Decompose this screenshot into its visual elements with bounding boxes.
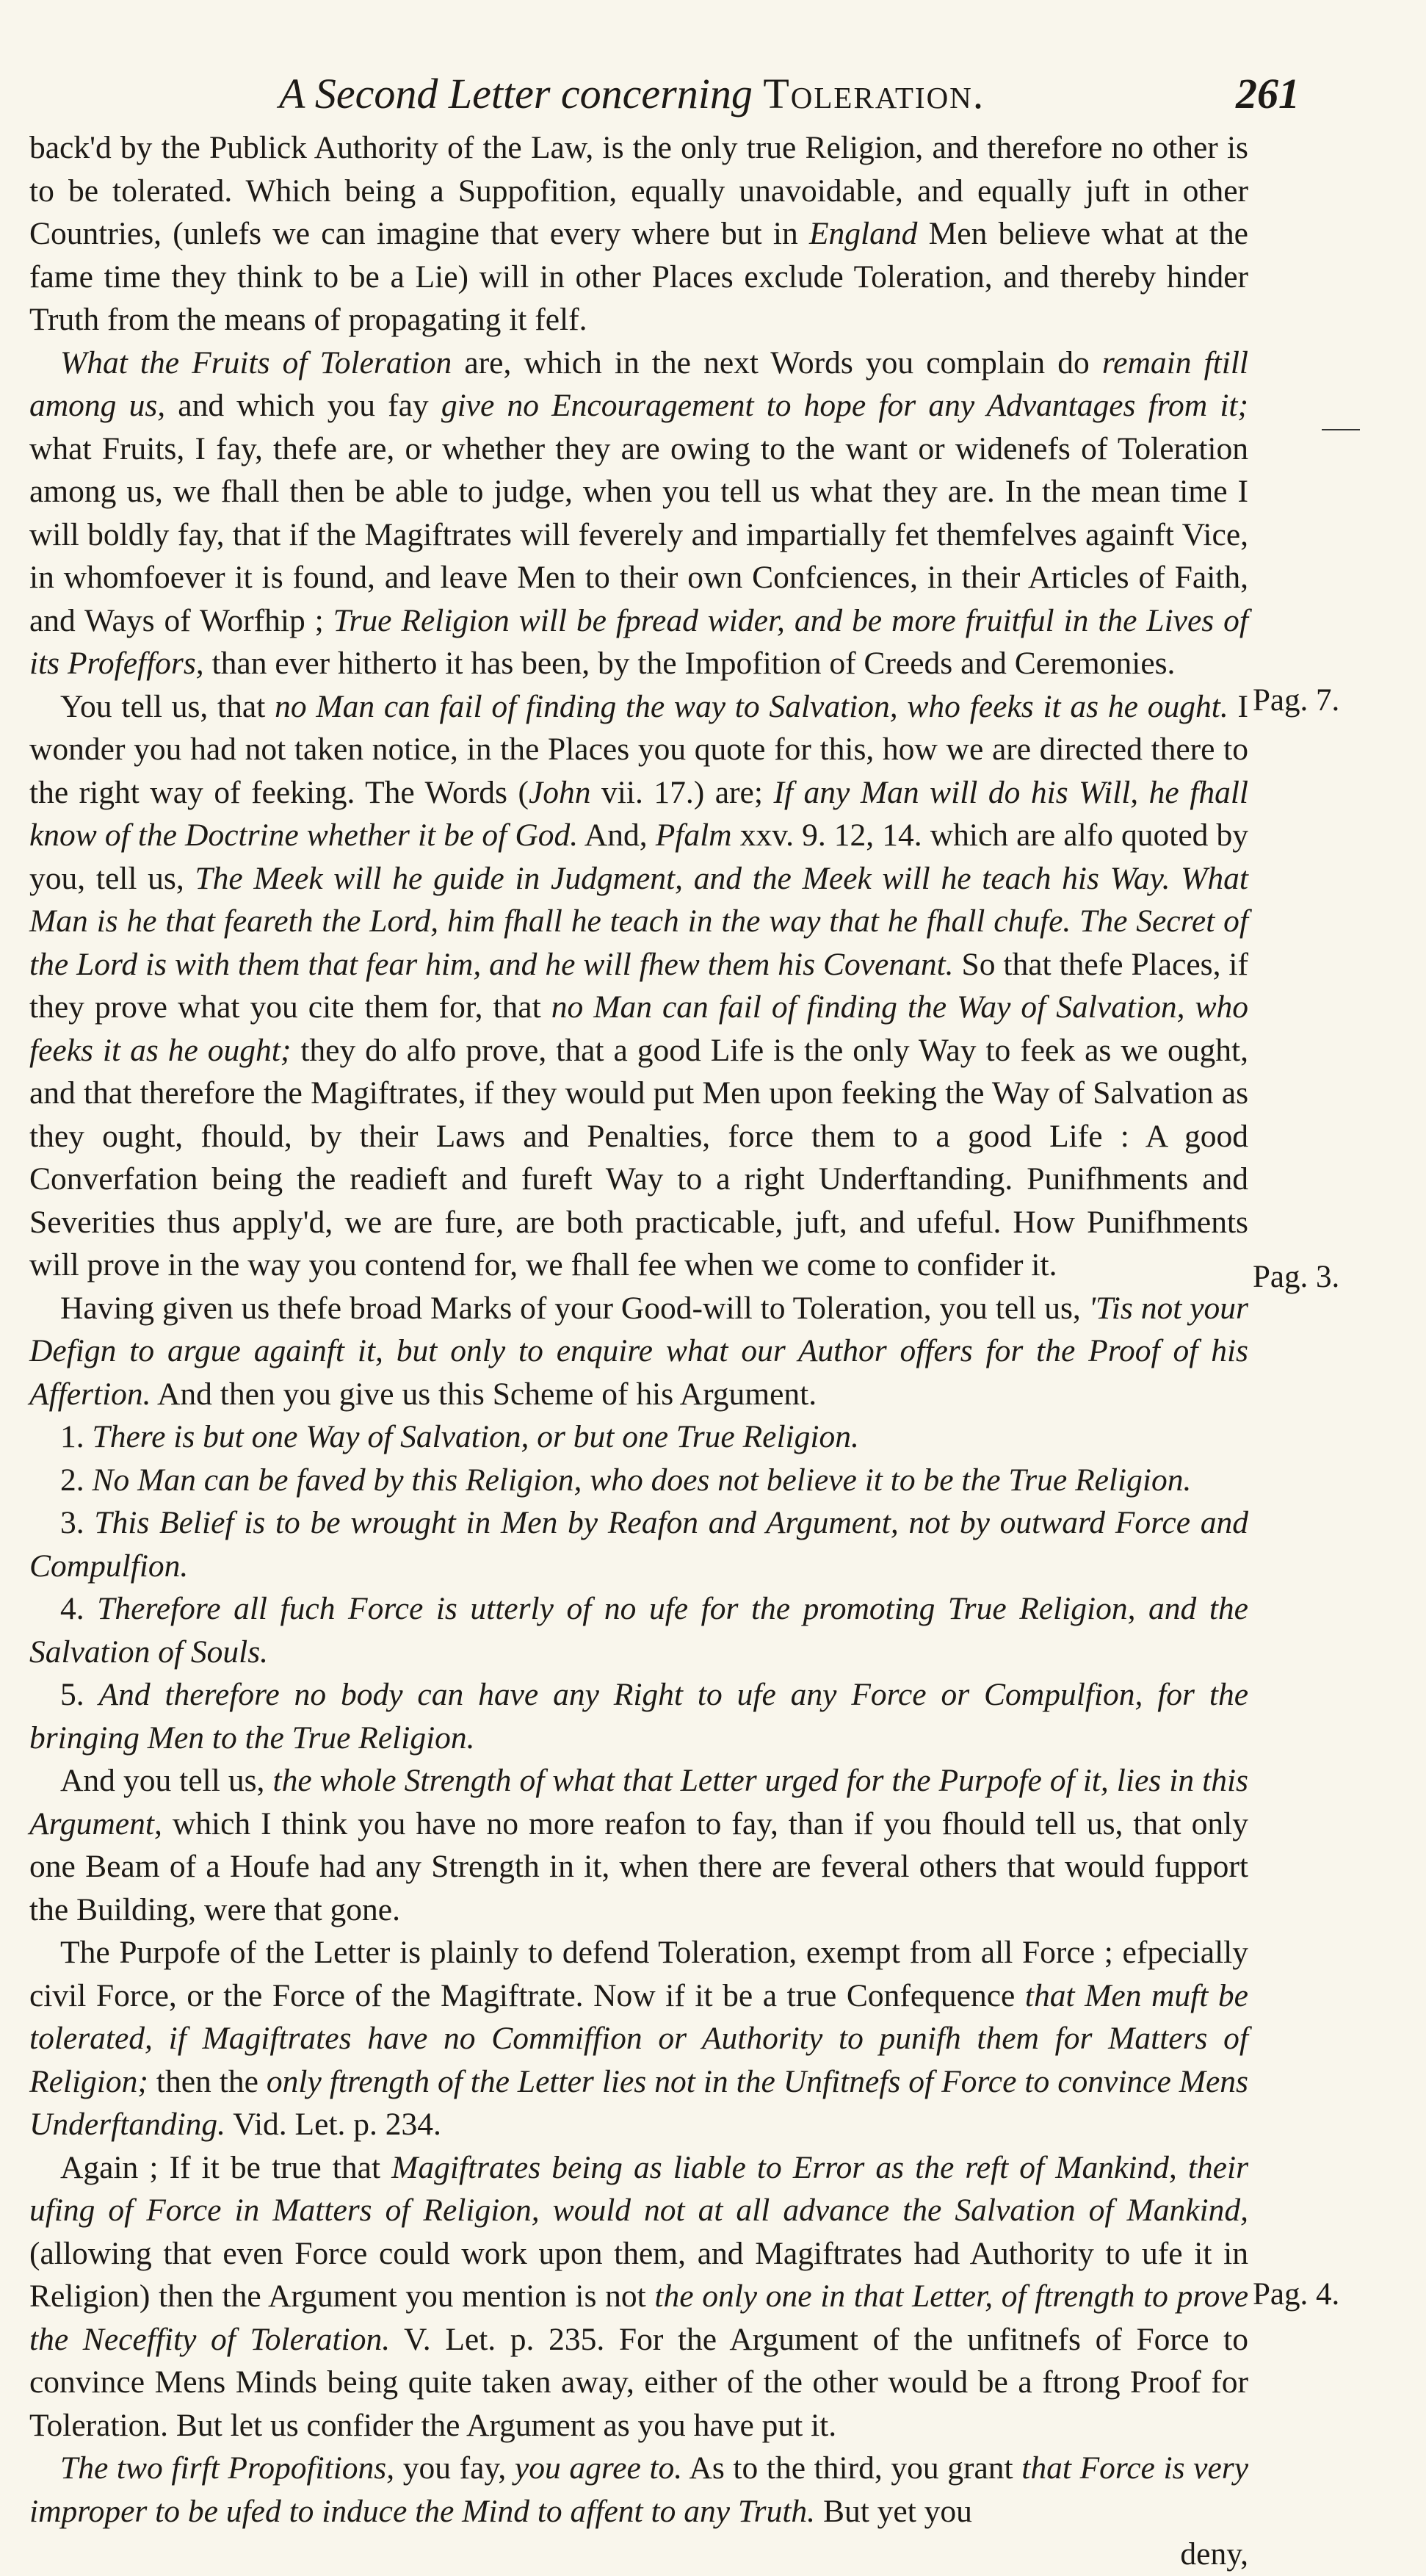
text-run: Having given us thefe broad Marks of your Good-will to Toleration, you tell us, <box>60 1290 1089 1326</box>
italic-run: John <box>528 774 591 810</box>
list-item <box>29 1459 1248 1502</box>
italic-run: that Men muft be tolerated, if Magiftrates have no Commiffion or Authority to punifh them for Matters of Religion; <box>29 1977 1248 2099</box>
italic-run: remain ftill among us, <box>29 344 1249 423</box>
italic-run: no Man can fail of finding the Way of Salvation, who feeks it as he ought; <box>29 989 1248 1068</box>
italic-run: What the Fruits of Toleration <box>60 344 452 380</box>
text-run: what Fruits, I fay, thefe are, or whether they are owing to the want or widenefs of Toleration among us, we fhall then be able to judge, when you tell us what they are. In the mean time I will boldly fay, that if the Magiftrates will feverely and impartially fet themfelves againft Vice, in whomfoever it is found, and leave Men to their own Confciences, in their Articles of Faith, and Ways of Worfhip ; <box>29 430 1248 638</box>
text-run: vii. 17.) are; <box>590 774 774 810</box>
paragraph <box>29 126 1248 342</box>
page-number: 261 <box>1236 70 1300 118</box>
margin-note-2: Pag. 3. <box>1253 1260 1340 1294</box>
margin-note-1: Pag. 7. <box>1253 683 1340 718</box>
margin-rule <box>1322 429 1360 430</box>
text-run: are, which in the next Words you complain do <box>452 344 1102 380</box>
list-item <box>29 1501 1248 1587</box>
italic-run: 'Tis not your Defign to argue againft it, but only to enquire what our Author offers for the Proof of his Affertion. <box>29 1290 1248 1412</box>
italic-run: the whole Strength of what that Letter urged for the Purpofe of it, lies in this Argument, <box>29 1763 1248 1841</box>
text-run: back'd by the Publick Authority of the Law, is the only true Religion, and therefore no other is to be tolerated. Which being a Suppofition, equally unavoidable, and equally juft in other Countries, (unlefs we can imagine that every where but in <box>29 130 1248 251</box>
text-run: 1. <box>60 1419 93 1454</box>
text-run: than ever hitherto it has been, by the Impofition of Creeds and Ceremonies. <box>203 646 1176 681</box>
italic-run: No Man can be faved by this Religion, who does not believe it to be the True Religion. <box>92 1462 1192 1498</box>
text-run: 3. <box>60 1505 95 1540</box>
text-run: 4. <box>60 1591 98 1626</box>
paragraph <box>29 1287 1248 1416</box>
paragraph <box>29 2447 1248 2533</box>
italic-run: There is but one Way of Salvation, or but one True Religion. <box>92 1419 859 1454</box>
italic-run: only ftrength of the Letter lies not in the Unfitnefs of Force to convince Mens Underftanding. <box>29 2063 1248 2142</box>
running-header <box>279 65 1300 123</box>
text-run: xxv. 9. 12, 14. which are alfo quoted by you, tell us, <box>29 818 1248 896</box>
paragraph <box>29 2146 1248 2447</box>
text-run: I wonder you had not taken notice, in the Places you quote for this, how we are directed there to the right way of feeking. The Words ( <box>29 688 1248 810</box>
italic-run: the only one in that Letter, of ftrength to prove the Neceffity of Toleration. <box>29 2279 1248 2357</box>
italic-run: England <box>808 216 918 251</box>
italic-run: no Man can fail of finding the way to Salvation, who feeks it as he ought. <box>275 688 1228 724</box>
italic-run: This Belief is to be wrought in Men by Reafon and Argument, not by outward Force and Compulfion. <box>29 1505 1248 1584</box>
text-run: which I think you have no more reafon to fay, than if you fhould tell us, that only one Beam of a Houfe had any Strength in it, when there are feveral others that would fupport the Building, were that gone. <box>29 1805 1248 1927</box>
text-run: V. Let. p. 235. For the Argument of the unfitnefs of Force to convince Mens Minds being quite taken away, either of the other would be a ftrong Proof for Toleration. But let us confider the Argument as you have put it. <box>29 2321 1249 2443</box>
italic-run: that Force is very improper to be ufed to induce the Mind to affent to any Truth. <box>29 2450 1249 2529</box>
running-title-caps: Toleration. <box>763 70 985 118</box>
italic-run: give no Encouragement to hope for any Advantages from it; <box>441 388 1248 423</box>
text-run: But yet you <box>815 2493 972 2529</box>
text-run: And you tell us, <box>60 1763 273 1798</box>
italic-run: The Meek will he guide in Judgment, and the Meek will he teach his Way. What Man is he that feareth the Lord, him fhall he teach in the way that he fhall chufe. The Secret of the Lord is with them that fear him, and he will fhew them his Covenant. <box>29 860 1248 982</box>
italic-run: Therefore all fuch Force is utterly of no ufe for the promoting True Religion, and the Salvation of Souls. <box>29 1591 1248 1670</box>
italic-run: you agree to. <box>514 2450 683 2486</box>
text-run: So that thefe Places, if they prove what you cite them for, that <box>29 946 1249 1025</box>
paragraph <box>29 342 1248 685</box>
paragraph <box>29 1759 1248 1931</box>
text-run: you fay, <box>394 2450 515 2486</box>
italic-run: If any Man will do his Will, he fhall know of the Doctrine whether it be of God. <box>29 774 1248 853</box>
list-item <box>29 1673 1248 1759</box>
text-run: The Purpofe of the Letter is plainly to defend Toleration, exempt from all Force ; efpecially civil Force, or the Force of the Magiftrate. Now if it be a true Confequence <box>29 1935 1248 2013</box>
text-run: You tell us, that <box>60 688 275 724</box>
margin-note-3: Pag. 4. <box>1253 2277 1340 2312</box>
paragraph <box>29 1931 1248 2146</box>
text-run: they do alfo prove, that a good Life is the only Way to feek as we ought, and that therefore the Magiftrates, if they would put Men upon feeking the Way of Salvation as they ought, fhould, by their Laws and Penalties, force them to a good Life : A good Converfation being the readieft and fureft Way to a right Underftanding. Punifhments and Severities thus apply'd, we are fure, are both practicable, juft, and ufeful. How Punifhments will prove in the way you contend for, we fhall fee when we come to confider it. <box>29 1032 1248 1282</box>
text-run: then the <box>148 2063 267 2099</box>
text-run: 2. <box>60 1462 93 1498</box>
italic-run: Pfalm <box>655 818 732 853</box>
text-run: As to the third, you grant <box>682 2450 1022 2486</box>
catchword: deny, <box>1180 2536 1248 2572</box>
italic-run: And therefore no body can have any Right to ufe any Force or Compulfion, for the bringing Men to the True Religion. <box>29 1677 1248 1756</box>
text-run: Again ; If it be true that <box>60 2149 392 2185</box>
page-body <box>29 126 1248 2576</box>
text-run: And then you give us this Scheme of his Argument. <box>151 1376 817 1412</box>
italic-run: The two firft Propofitions, <box>60 2450 395 2486</box>
paragraph <box>29 685 1248 1287</box>
list-item <box>29 1415 1248 1459</box>
running-title-italic: A Second Letter concerning <box>279 70 753 118</box>
running-title <box>279 65 985 123</box>
text-run: 5. <box>60 1677 99 1712</box>
italic-run: True Religion will be fpread wider, and be more fruitful in the Lives of its Profeffors, <box>29 602 1248 681</box>
text-run: (allowing that even Force could work upon them, and Magiftrates had Authority to ufe it in Religion) then the Argument you mention is not <box>29 2235 1248 2314</box>
text-run: And, <box>578 818 656 853</box>
list-item <box>29 1587 1248 1673</box>
text-run: Vid. Let. p. 234. <box>225 2107 441 2142</box>
italic-run: Magiftrates being as liable to Error as the reft of Mankind, their ufing of Force in Matters of Religion, would not at all advance the Salvation of Mankind, <box>29 2149 1248 2228</box>
text-run: and which you fay <box>165 388 441 423</box>
text-run: Men believe what at the fame time they think to be a Lie) will in other Places exclude Toleration, and thereby hinder Truth from the means of propagating it felf. <box>29 216 1248 337</box>
